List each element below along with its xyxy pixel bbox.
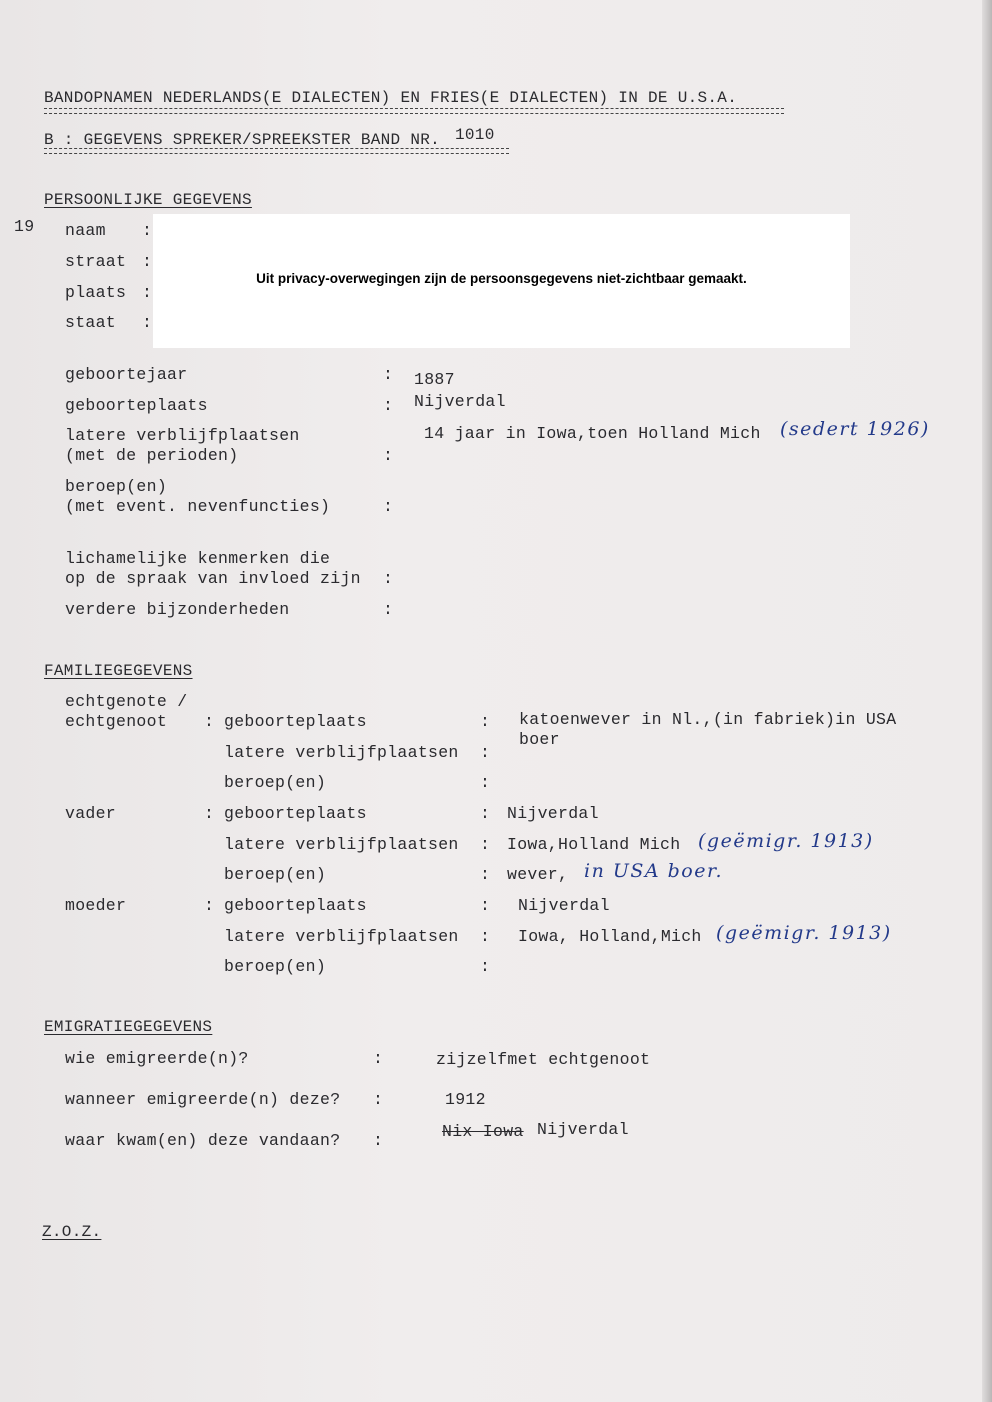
label-when: wanneer emigreerde(n) deze? [65,1090,341,1109]
colon: : [383,446,394,465]
colon: : [480,927,491,946]
label-spouse-later: latere verblijfplaatsen [224,743,459,762]
colon: : [383,396,394,415]
colon: : [383,365,394,384]
section-title-family: FAMILIEGEGEVENS [44,662,193,680]
handwritten-father-later: (geëmigr. 1913) [698,830,874,852]
colon: : [480,743,491,762]
label-straat: straat [65,252,127,271]
label-birthplace: geboorteplaats [65,396,208,415]
label-mother: moeder [65,896,127,915]
colon: : [204,712,215,731]
colon: : [383,600,394,619]
label-occupation-1: beroep(en) [65,477,168,496]
margin-number: 19 [14,217,35,236]
colon: : [383,569,394,588]
label-staat: staat [65,313,117,332]
label-spouse-occupation: beroep(en) [224,773,327,792]
label-later-2: (met de perioden) [65,446,239,465]
label-who: wie emigreerde(n)? [65,1049,249,1068]
document-title: BANDOPNAMEN NEDERLANDS(E DIALECTEN) EN FRIES(E DIALECTEN) IN DE U.S.A. [44,89,738,107]
privacy-redaction-box [153,214,850,348]
value-father-later: Iowa,Holland Mich [507,835,681,854]
handwritten-later: (sedert 1926) [780,418,930,440]
value-spouse-2: boer [519,730,560,749]
privacy-notice: Uit privacy-overwegingen zijn de persoonsgegevens niet-zichtbaar gemaakt. [256,271,747,286]
label-naam: naam [65,221,106,240]
value-later: 14 jaar in Iowa,toen Holland Mich [424,424,761,443]
colon: : [142,313,153,332]
page-turn-note: Z.O.Z. [42,1223,102,1241]
handwritten-father-occupation: in USA boer. [584,860,724,882]
label-physical-2: op de spraak van invloed zijn [65,569,361,588]
label-father-occupation: beroep(en) [224,865,327,884]
label-spouse-2: echtgenoot [65,712,168,731]
subtitle-underline [44,148,509,154]
page-edge [982,0,992,1402]
value-father-birthplace: Nijverdal [507,804,599,823]
value-where: Nijverdal [537,1120,629,1139]
colon: : [373,1049,384,1068]
label-later-1: latere verblijfplaatsen [65,426,300,445]
label-father: vader [65,804,117,823]
colon: : [480,957,491,976]
colon: : [383,497,394,516]
label-father-later: latere verblijfplaatsen [224,835,459,854]
section-title-emigration: EMIGRATIEGEGEVENS [44,1018,213,1036]
colon: : [373,1131,384,1150]
handwritten-mother-later: (geëmigr. 1913) [716,922,892,944]
colon: : [480,896,491,915]
title-underline [44,108,784,114]
colon: : [480,712,491,731]
label-spouse-1: echtgenote / [65,692,188,711]
colon: : [204,896,215,915]
value-father-occupation: wever, [507,865,569,884]
value-birthyear: 1887 [414,370,455,389]
value-where-struck: Nix Iowa [442,1122,524,1141]
colon: : [480,835,491,854]
label-where: waar kwam(en) deze vandaan? [65,1131,341,1150]
value-mother-birthplace: Nijverdal [518,896,610,915]
label-mother-later: latere verblijfplaatsen [224,927,459,946]
colon: : [142,221,153,240]
colon: : [480,804,491,823]
colon: : [373,1090,384,1109]
colon: : [204,804,215,823]
band-number: 1010 [455,126,495,144]
document-subtitle: B : GEGEVENS SPREKER/SPREEKSTER BAND NR. [44,131,441,149]
colon: : [142,252,153,271]
label-physical-1: lichamelijke kenmerken die [65,549,331,568]
value-spouse-1: katoenwever in Nl.,(in fabriek)in USA [519,710,897,729]
label-birthyear: geboortejaar [65,365,188,384]
label-mother-birthplace: geboorteplaats [224,896,367,915]
label-plaats: plaats [65,283,127,302]
value-mother-later: Iowa, Holland,Mich [518,927,702,946]
colon: : [480,773,491,792]
value-when: 1912 [445,1090,486,1109]
section-title-personal: PERSOONLIJKE GEGEVENS [44,191,252,209]
label-mother-occupation: beroep(en) [224,957,327,976]
label-spouse-birthplace: geboorteplaats [224,712,367,731]
value-birthplace: Nijverdal [414,392,506,411]
label-occupation-2: (met event. nevenfuncties) [65,497,331,516]
colon: : [480,865,491,884]
colon: : [142,283,153,302]
value-who: zijzelfmet echtgenoot [436,1050,651,1069]
label-other: verdere bijzonderheden [65,600,290,619]
label-father-birthplace: geboorteplaats [224,804,367,823]
